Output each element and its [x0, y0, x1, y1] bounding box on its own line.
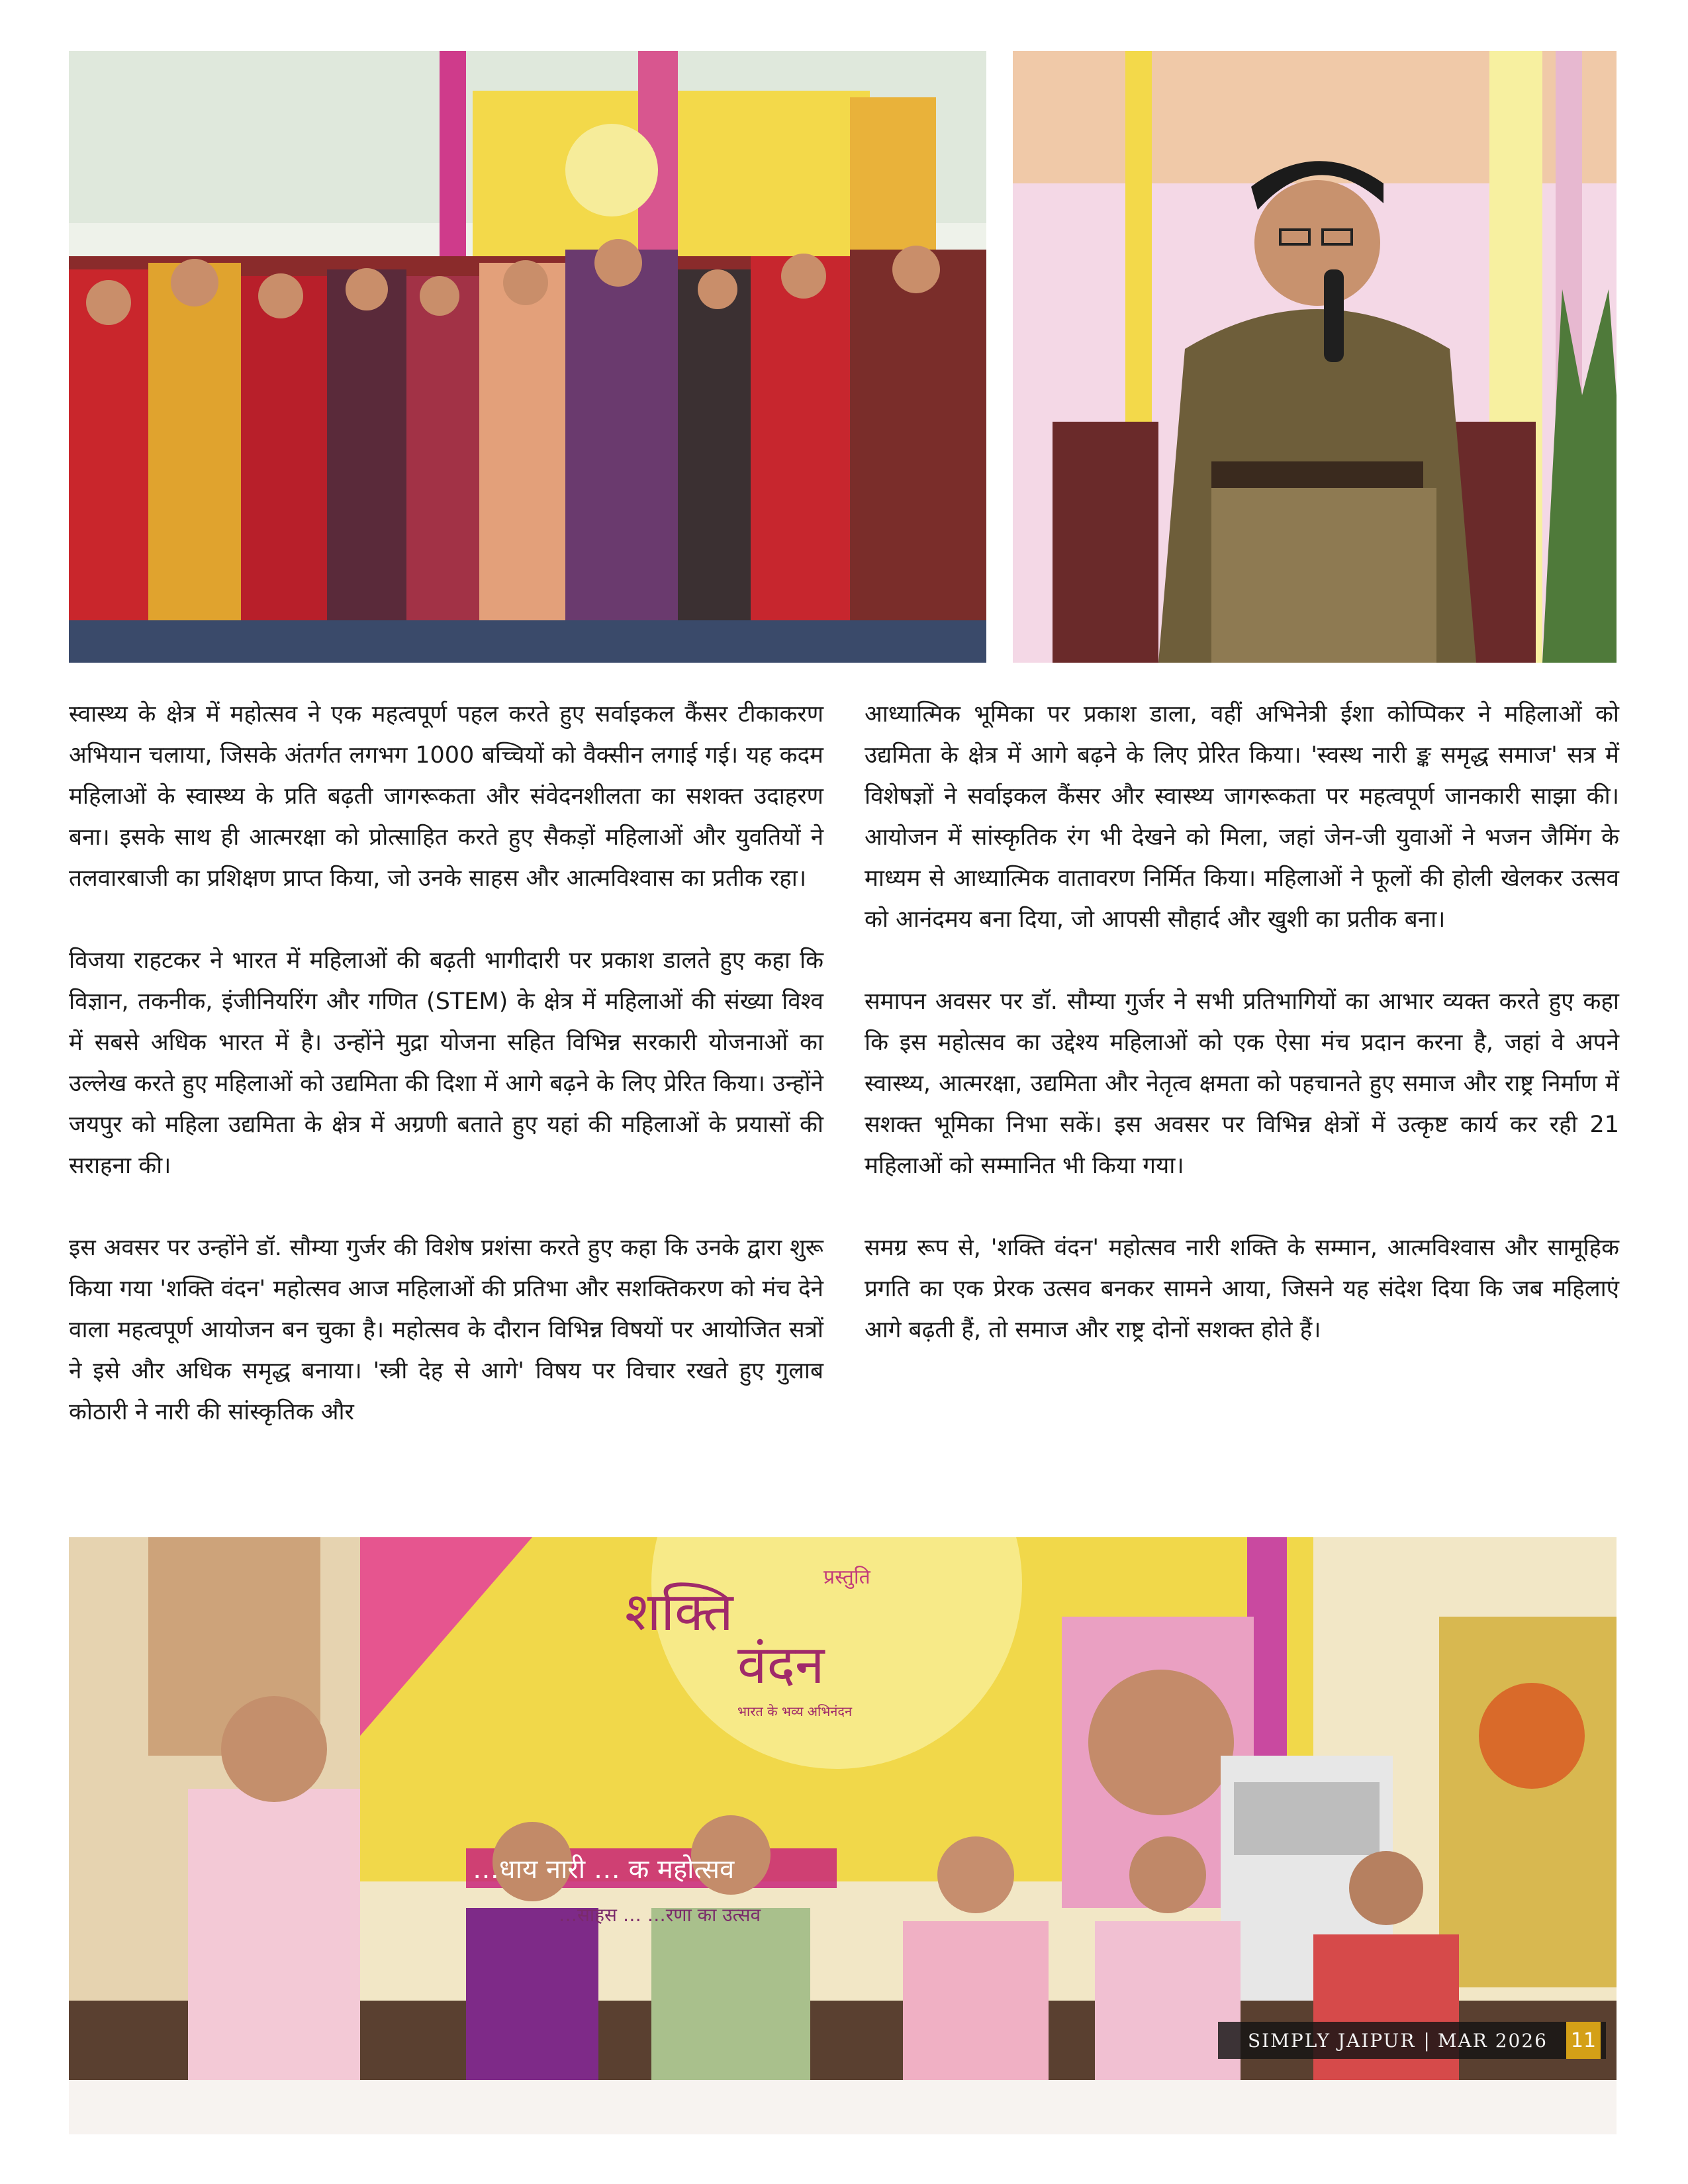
article-paragraph: इस अवसर पर उन्होंने डॉ. सौम्या गुर्जर की विशेष प्रशंसा करते हुए कहा कि उनके द्वारा शुरू किया गया 'शक्ति वंदन' महोत्सव आज महिलाओं की प्रतिभा और सशक्तिकरण को मंच देने वाला महत्वपूर्ण आयोजन बन चुका है। महोत्सव के दौरान विभिन्न विषयों पर आयोजित सत्रों ने इसे और अधिक समृद्ध बनाया। 'स्त्री देह से आगे' विषय पर विचार रखते हुए गुलाब कोठारी ने नारी की सांस्कृतिक और [69, 1235, 823, 1425]
page-footer [1218, 2022, 1606, 2059]
footer-divider: | [1423, 2029, 1430, 2052]
article-paragraph: समापन अवसर पर डॉ. सौम्या गुर्जर ने सभी प्रतिभागियों का आभार व्यक्त करते हुए कहा कि इस महोत्सव का उद्देश्य महिलाओं को एक ऐसा मंच प्रदान करना है, जहां वे अपने स्वास्थ्य, आत्मरक्षा, उद्यमिता और नेतृत्व क्षमता को पहचानते हुए समाज और राष्ट्र निर्माण में सशक्त भूमिका निभा सकें। इस अवसर पर विभिन्न क्षेत्रों में उत्कृष्ट कार्य कर रही 21 महिलाओं को सम्मानित भी किया गया। [865, 988, 1619, 1179]
banner-mahotsav: …धाय नारी … क महोत्सव [473, 1854, 735, 1885]
article-paragraph: विजया राहटकर ने भारत में महिलाओं की बढ़ती भागीदारी पर प्रकाश डालते हुए कहा कि विज्ञान, तकनीक, इंजीनियरिंग और गणित (STEM) के क्षेत्र में महिलाओं की संख्या विश्व में सबसे अधिक भारत में है। उन्होंने मुद्रा योजना सहित विभिन्न सरकारी योजनाओं का उल्लेख करते हुए महिलाओं को उद्यमिता की दिशा में आगे बढ़ने के लिए प्रेरित किया। उन्होंने जयपुर को महिला उद्यमिता के क्षेत्र में अग्रणी बताते हुए यहां की महिलाओं के प्रयासों की सराहना की। [69, 947, 823, 1179]
banner-prastuti: प्रस्तुति [823, 1566, 870, 1589]
page-number: 11 [1566, 2022, 1601, 2059]
photo-women-group [69, 51, 986, 663]
banner-tagline: भारत के भव्य अभिनंदन [737, 1703, 853, 1719]
issue-date: MAR 2026 [1437, 2029, 1548, 2052]
banner-subline: …साहस … …रणा का उत्सव [559, 1904, 761, 1926]
article-paragraph: समग्र रूप से, 'शक्ति वंदन' महोत्सव नारी शक्ति के सम्मान, आत्मविश्वास और सामूहिक प्रगति का एक प्रेरक उत्सव बनकर सामने आया, जिसने यह संदेश दिया कि जब महिलाएं आगे बढ़ती हैं, तो समाज और राष्ट्र दोनों सशक्त होते हैं। [865, 1235, 1619, 1343]
article-paragraph: स्वास्थ्य के क्षेत्र में महोत्सव ने एक महत्वपूर्ण पहल करते हुए सर्वाइकल कैंसर टीकाकरण अभियान चलाया, जिसके अंतर्गत लगभग 1000 बच्चियों को वैक्सीन लगाई गई। यह कदम महिलाओं के स्वास्थ्य के प्रति बढ़ती जागरूकता और संवेदनशीलता का सशक्त उदाहरण बना। इसके साथ ही आत्मरक्षा को प्रोत्साहित करते हुए सैकड़ों महिलाओं और युवतियों ने तलवारबाजी का प्रशिक्षण प्राप्त किया, जो उनके साहस और आत्मविश्वास का प्रतीक रहा। [69, 701, 823, 892]
photo-police-officer [1013, 51, 1617, 663]
magazine-name: SIMPLY JAIPUR [1247, 2029, 1416, 2052]
article-right-column [865, 694, 1619, 1351]
banner-logo-vandan: वंदन [737, 1634, 825, 1695]
article-paragraph: आध्यात्मिक भूमिका पर प्रकाश डाला, वहीं अभिनेत्री ईशा कोप्पिकर ने महिलाओं को उद्यमिता के क्षेत्र में आगे बढ़ने के लिए प्रेरित किया। 'स्वस्थ नारी ङ्क समृद्ध समाज' सत्र में विशेषज्ञों ने सर्वाइकल कैंसर और स्वास्थ्य जागरूकता पर महत्वपूर्ण जानकारी साझा की। आयोजन में सांस्कृतिक रंग भी देखने को मिला, जहां जेन-जी युवाओं ने भजन जैमिंग के माध्यम से आध्यात्मिक वातावरण निर्मित किया। महिलाओं ने फूलों की होली खेलकर उत्सव को आनंदमय बना दिया, जो आपसी सौहार्द और खुशी का प्रतीक बना। [865, 701, 1619, 933]
banner-logo-shakti: शक्ति [625, 1581, 733, 1642]
article-left-column [69, 694, 823, 1433]
